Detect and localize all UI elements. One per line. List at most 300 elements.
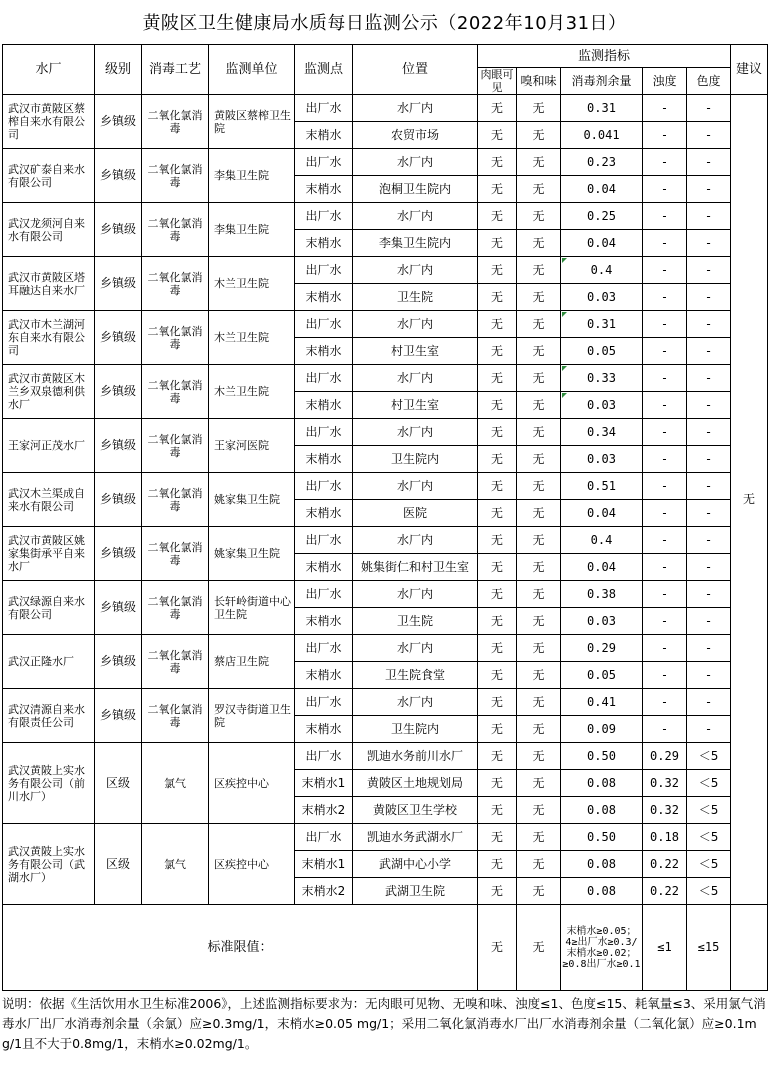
residual: 0.03 bbox=[561, 284, 643, 311]
table-row bbox=[3, 257, 768, 284]
monitor-unit: 蔡店卫生院 bbox=[209, 635, 295, 689]
level: 乡镇级 bbox=[95, 149, 142, 203]
odor: 无 bbox=[517, 581, 561, 608]
visible-matter: 无 bbox=[478, 392, 517, 419]
turbidity: - bbox=[643, 284, 687, 311]
turbidity: 0.22 bbox=[643, 851, 687, 878]
monitor-unit: 木兰卫生院 bbox=[209, 311, 295, 365]
turbidity: - bbox=[643, 95, 687, 122]
monitor-unit: 王家河医院 bbox=[209, 419, 295, 473]
turbidity: - bbox=[643, 392, 687, 419]
color: - bbox=[687, 230, 731, 257]
location: 水厂内 bbox=[353, 419, 478, 446]
monitor-unit: 区疾控中心 bbox=[209, 743, 295, 824]
odor: 无 bbox=[517, 392, 561, 419]
color: - bbox=[687, 203, 731, 230]
visible-matter: 无 bbox=[478, 338, 517, 365]
plant-name: 武汉绿源自来水有限公司 bbox=[3, 581, 95, 635]
visible-matter: 无 bbox=[478, 311, 517, 338]
residual: 0.4 bbox=[561, 257, 643, 284]
location: 水厂内 bbox=[353, 581, 478, 608]
odor: 无 bbox=[517, 149, 561, 176]
residual: 0.4 bbox=[561, 527, 643, 554]
standard-visible: 无 bbox=[478, 905, 517, 991]
monitor-unit: 罗汉寺街道卫生院 bbox=[209, 689, 295, 743]
visible-matter: 无 bbox=[478, 554, 517, 581]
table-row bbox=[3, 365, 768, 392]
odor: 无 bbox=[517, 95, 561, 122]
odor: 无 bbox=[517, 743, 561, 770]
odor: 无 bbox=[517, 797, 561, 824]
odor: 无 bbox=[517, 662, 561, 689]
odor: 无 bbox=[517, 473, 561, 500]
odor: 无 bbox=[517, 446, 561, 473]
turbidity: - bbox=[643, 716, 687, 743]
color: - bbox=[687, 257, 731, 284]
residual: 0.05 bbox=[561, 662, 643, 689]
color: - bbox=[687, 122, 731, 149]
visible-matter: 无 bbox=[478, 797, 517, 824]
visible-matter: 无 bbox=[478, 446, 517, 473]
turbidity: 0.29 bbox=[643, 743, 687, 770]
process: 二氧化氯消毒 bbox=[142, 635, 209, 689]
table-row bbox=[3, 95, 768, 122]
residual: 0.05 bbox=[561, 338, 643, 365]
level: 乡镇级 bbox=[95, 311, 142, 365]
table-row bbox=[3, 581, 768, 608]
level: 乡镇级 bbox=[95, 635, 142, 689]
table-row bbox=[3, 824, 768, 851]
color: - bbox=[687, 446, 731, 473]
location: 医院 bbox=[353, 500, 478, 527]
monitor-point: 末梢水 bbox=[295, 716, 353, 743]
location: 泡桐卫生院内 bbox=[353, 176, 478, 203]
monitor-point: 出厂水 bbox=[295, 419, 353, 446]
monitor-point: 末梢水1 bbox=[295, 851, 353, 878]
residual: 0.03 bbox=[561, 392, 643, 419]
monitor-point: 末梢水2 bbox=[295, 797, 353, 824]
location: 水厂内 bbox=[353, 365, 478, 392]
odor: 无 bbox=[517, 203, 561, 230]
standard-color: ≤15 bbox=[687, 905, 731, 991]
odor: 无 bbox=[517, 176, 561, 203]
residual: 0.03 bbox=[561, 446, 643, 473]
plant-name: 武汉市木兰湖河东自来水有限公司 bbox=[3, 311, 95, 365]
visible-matter: 无 bbox=[478, 743, 517, 770]
page-title: 黄陂区卫生健康局水质每日监测公示（2022年10月31日） bbox=[142, 13, 627, 34]
residual: 0.38 bbox=[561, 581, 643, 608]
turbidity: - bbox=[643, 581, 687, 608]
residual: 0.09 bbox=[561, 716, 643, 743]
visible-matter: 无 bbox=[478, 257, 517, 284]
odor: 无 bbox=[517, 311, 561, 338]
color: - bbox=[687, 419, 731, 446]
process: 二氧化氯消毒 bbox=[142, 311, 209, 365]
color: - bbox=[687, 554, 731, 581]
location: 村卫生室 bbox=[353, 338, 478, 365]
table-row bbox=[3, 689, 768, 716]
location: 卫生院内 bbox=[353, 716, 478, 743]
table-row bbox=[3, 203, 768, 230]
location: 水厂内 bbox=[353, 203, 478, 230]
process: 二氧化氯消毒 bbox=[142, 527, 209, 581]
color: - bbox=[687, 176, 731, 203]
color: - bbox=[687, 95, 731, 122]
visible-matter: 无 bbox=[478, 149, 517, 176]
location: 水厂内 bbox=[353, 527, 478, 554]
residual: 0.04 bbox=[561, 554, 643, 581]
process: 氯气 bbox=[142, 743, 209, 824]
header-location: 位置 bbox=[353, 45, 478, 95]
color: - bbox=[687, 581, 731, 608]
header-plant: 水厂 bbox=[3, 45, 95, 95]
residual: 0.33 bbox=[561, 365, 643, 392]
table-row bbox=[3, 419, 768, 446]
standard-residual: 末梢水≥0.05；4≥出厂水≥0.3/末梢水≥0.02；≥0.8出厂水≥0.1 bbox=[561, 905, 643, 991]
location: 农贸市场 bbox=[353, 122, 478, 149]
residual: 0.34 bbox=[561, 419, 643, 446]
standard-odor: 无 bbox=[517, 905, 561, 991]
turbidity: - bbox=[643, 554, 687, 581]
monitor-unit: 黄陂区蔡榨卫生院 bbox=[209, 95, 295, 149]
monitor-unit: 姚家集卫生院 bbox=[209, 527, 295, 581]
plant-name: 王家河正茂水厂 bbox=[3, 419, 95, 473]
odor: 无 bbox=[517, 365, 561, 392]
residual: 0.31 bbox=[561, 311, 643, 338]
location: 黄陂区卫生学校 bbox=[353, 797, 478, 824]
process: 二氧化氯消毒 bbox=[142, 95, 209, 149]
turbidity: - bbox=[643, 473, 687, 500]
color: ＜5 bbox=[687, 824, 731, 851]
monitor-point: 末梢水 bbox=[295, 500, 353, 527]
plant-name: 武汉清源自来水有限责任公司 bbox=[3, 689, 95, 743]
odor: 无 bbox=[517, 824, 561, 851]
location: 村卫生室 bbox=[353, 392, 478, 419]
plant-name: 武汉正隆水厂 bbox=[3, 635, 95, 689]
turbidity: - bbox=[643, 365, 687, 392]
odor: 无 bbox=[517, 500, 561, 527]
process: 二氧化氯消毒 bbox=[142, 257, 209, 311]
turbidity: - bbox=[643, 635, 687, 662]
level: 区级 bbox=[95, 824, 142, 905]
monitor-point: 出厂水 bbox=[295, 527, 353, 554]
monitor-unit: 姚家集卫生院 bbox=[209, 473, 295, 527]
level: 乡镇级 bbox=[95, 581, 142, 635]
monitor-point: 末梢水 bbox=[295, 176, 353, 203]
color: ＜5 bbox=[687, 770, 731, 797]
table-row bbox=[3, 311, 768, 338]
plant-name: 武汉市黄陂区蔡榨自来水有限公司 bbox=[3, 95, 95, 149]
standard-row bbox=[3, 905, 768, 991]
color: - bbox=[687, 716, 731, 743]
location: 卫生院 bbox=[353, 284, 478, 311]
residual: 0.31 bbox=[561, 95, 643, 122]
location: 水厂内 bbox=[353, 473, 478, 500]
visible-matter: 无 bbox=[478, 635, 517, 662]
odor: 无 bbox=[517, 608, 561, 635]
turbidity: - bbox=[643, 257, 687, 284]
odor: 无 bbox=[517, 878, 561, 905]
turbidity: - bbox=[643, 149, 687, 176]
turbidity: - bbox=[643, 662, 687, 689]
odor: 无 bbox=[517, 284, 561, 311]
visible-matter: 无 bbox=[478, 851, 517, 878]
header-odor: 嗅和味 bbox=[517, 68, 561, 95]
odor: 无 bbox=[517, 338, 561, 365]
odor: 无 bbox=[517, 419, 561, 446]
table-row bbox=[3, 527, 768, 554]
visible-matter: 无 bbox=[478, 95, 517, 122]
process: 二氧化氯消毒 bbox=[142, 203, 209, 257]
turbidity: - bbox=[643, 230, 687, 257]
monitor-point: 出厂水 bbox=[295, 365, 353, 392]
advice-value: 无 bbox=[731, 95, 768, 905]
residual: 0.041 bbox=[561, 122, 643, 149]
monitor-point: 出厂水 bbox=[295, 581, 353, 608]
residual: 0.08 bbox=[561, 851, 643, 878]
residual: 0.25 bbox=[561, 203, 643, 230]
turbidity: - bbox=[643, 122, 687, 149]
header-residual: 消毒剂余量 bbox=[561, 68, 643, 95]
monitor-point: 末梢水 bbox=[295, 392, 353, 419]
turbidity: 0.32 bbox=[643, 770, 687, 797]
table-row bbox=[3, 635, 768, 662]
odor: 无 bbox=[517, 635, 561, 662]
turbidity: - bbox=[643, 527, 687, 554]
monitor-point: 末梢水1 bbox=[295, 770, 353, 797]
location: 凯迪水务前川水厂 bbox=[353, 743, 478, 770]
monitor-point: 末梢水2 bbox=[295, 878, 353, 905]
location: 水厂内 bbox=[353, 149, 478, 176]
residual: 0.04 bbox=[561, 500, 643, 527]
monitor-unit: 木兰卫生院 bbox=[209, 257, 295, 311]
header-level: 级别 bbox=[95, 45, 142, 95]
monitor-point: 出厂水 bbox=[295, 149, 353, 176]
residual: 0.04 bbox=[561, 176, 643, 203]
location: 水厂内 bbox=[353, 311, 478, 338]
standard-turbidity: ≤1 bbox=[643, 905, 687, 991]
header-advice: 建议 bbox=[731, 45, 768, 95]
plant-name: 武汉龙须河自来水有限公司 bbox=[3, 203, 95, 257]
level: 乡镇级 bbox=[95, 473, 142, 527]
header-turbidity: 浊度 bbox=[643, 68, 687, 95]
turbidity: - bbox=[643, 419, 687, 446]
visible-matter: 无 bbox=[478, 689, 517, 716]
odor: 无 bbox=[517, 527, 561, 554]
monitor-unit: 李集卫生院 bbox=[209, 149, 295, 203]
visible-matter: 无 bbox=[478, 365, 517, 392]
residual: 0.04 bbox=[561, 230, 643, 257]
level: 乡镇级 bbox=[95, 419, 142, 473]
odor: 无 bbox=[517, 851, 561, 878]
residual: 0.29 bbox=[561, 635, 643, 662]
residual: 0.08 bbox=[561, 878, 643, 905]
color: ＜5 bbox=[687, 878, 731, 905]
header-process: 消毒工艺 bbox=[142, 45, 209, 95]
odor: 无 bbox=[517, 716, 561, 743]
monitor-point: 末梢水 bbox=[295, 446, 353, 473]
monitor-point: 出厂水 bbox=[295, 95, 353, 122]
monitor-point: 出厂水 bbox=[295, 473, 353, 500]
color: - bbox=[687, 527, 731, 554]
color: - bbox=[687, 689, 731, 716]
monitor-point: 末梢水 bbox=[295, 608, 353, 635]
visible-matter: 无 bbox=[478, 878, 517, 905]
residual: 0.50 bbox=[561, 743, 643, 770]
location: 李集卫生院内 bbox=[353, 230, 478, 257]
monitor-unit: 长轩岭街道中心卫生院 bbox=[209, 581, 295, 635]
visible-matter: 无 bbox=[478, 662, 517, 689]
monitor-point: 末梢水 bbox=[295, 122, 353, 149]
color: - bbox=[687, 662, 731, 689]
visible-matter: 无 bbox=[478, 230, 517, 257]
monitor-point: 出厂水 bbox=[295, 311, 353, 338]
monitor-point: 出厂水 bbox=[295, 824, 353, 851]
table-row bbox=[3, 149, 768, 176]
odor: 无 bbox=[517, 257, 561, 284]
monitor-point: 末梢水 bbox=[295, 662, 353, 689]
plant-name: 武汉市黄陂区木兰乡双泉德利供水厂 bbox=[3, 365, 95, 419]
monitor-point: 出厂水 bbox=[295, 689, 353, 716]
odor: 无 bbox=[517, 554, 561, 581]
level: 乡镇级 bbox=[95, 527, 142, 581]
visible-matter: 无 bbox=[478, 824, 517, 851]
plant-name: 武汉黄陂上实水务有限公司（前川水厂） bbox=[3, 743, 95, 824]
location: 武湖中心小学 bbox=[353, 851, 478, 878]
visible-matter: 无 bbox=[478, 203, 517, 230]
monitor-point: 末梢水 bbox=[295, 554, 353, 581]
location: 姚集街仁和村卫生室 bbox=[353, 554, 478, 581]
visible-matter: 无 bbox=[478, 500, 517, 527]
location: 水厂内 bbox=[353, 635, 478, 662]
plant-name: 武汉木兰渠成自来水有限公司 bbox=[3, 473, 95, 527]
turbidity: 0.32 bbox=[643, 797, 687, 824]
color: - bbox=[687, 338, 731, 365]
standard-advice-empty bbox=[731, 905, 768, 991]
color: - bbox=[687, 284, 731, 311]
location: 卫生院内 bbox=[353, 446, 478, 473]
odor: 无 bbox=[517, 689, 561, 716]
location: 凯迪水务武湖水厂 bbox=[353, 824, 478, 851]
color: - bbox=[687, 500, 731, 527]
turbidity: - bbox=[643, 500, 687, 527]
location: 黄陂区土地规划局 bbox=[353, 770, 478, 797]
color: - bbox=[687, 365, 731, 392]
turbidity: - bbox=[643, 203, 687, 230]
process: 二氧化氯消毒 bbox=[142, 473, 209, 527]
footnote: 说明：依据《生活饮用水卫生标准2006》，上述监测指标要求为：无肉眼可见物、无嗅和味、浊度≤1、色度≤15、耗氧量≤3、采用氯气消毒水厂出厂水消毒剂余量（余氯）应≥0.3mg/1，末梢水≥0.05 mg/1；采用二氧化氯消毒水厂出厂水消毒剂余量（二氧化氯）应≥0.1mg/1且不大于0.8mg/1，末梢水≥0.02mg/1。 bbox=[2, 996, 766, 1051]
turbidity: - bbox=[643, 338, 687, 365]
standard-label: 标准限值： bbox=[3, 905, 478, 991]
residual: 0.51 bbox=[561, 473, 643, 500]
odor: 无 bbox=[517, 770, 561, 797]
level: 乡镇级 bbox=[95, 95, 142, 149]
color: - bbox=[687, 635, 731, 662]
turbidity: - bbox=[643, 608, 687, 635]
visible-matter: 无 bbox=[478, 527, 517, 554]
process: 二氧化氯消毒 bbox=[142, 365, 209, 419]
plant-name: 武汉市黄陂区塔耳融达自来水厂 bbox=[3, 257, 95, 311]
water-quality-table bbox=[2, 44, 768, 991]
residual: 0.03 bbox=[561, 608, 643, 635]
visible-matter: 无 bbox=[478, 473, 517, 500]
odor: 无 bbox=[517, 122, 561, 149]
monitor-unit: 李集卫生院 bbox=[209, 203, 295, 257]
table-row bbox=[3, 473, 768, 500]
turbidity: - bbox=[643, 176, 687, 203]
process: 二氧化氯消毒 bbox=[142, 149, 209, 203]
plant-name: 武汉市黄陂区姚家集街承平自来水厂 bbox=[3, 527, 95, 581]
location: 卫生院 bbox=[353, 608, 478, 635]
visible-matter: 无 bbox=[478, 419, 517, 446]
color: - bbox=[687, 608, 731, 635]
color: ＜5 bbox=[687, 743, 731, 770]
visible-matter: 无 bbox=[478, 581, 517, 608]
turbidity: - bbox=[643, 689, 687, 716]
level: 乡镇级 bbox=[95, 203, 142, 257]
level: 乡镇级 bbox=[95, 689, 142, 743]
color: ＜5 bbox=[687, 851, 731, 878]
visible-matter: 无 bbox=[478, 716, 517, 743]
process: 二氧化氯消毒 bbox=[142, 581, 209, 635]
process: 二氧化氯消毒 bbox=[142, 419, 209, 473]
turbidity: 0.18 bbox=[643, 824, 687, 851]
header-point: 监测点 bbox=[295, 45, 353, 95]
plant-name: 武汉矿泰自来水有限公司 bbox=[3, 149, 95, 203]
level: 乡镇级 bbox=[95, 257, 142, 311]
color: - bbox=[687, 311, 731, 338]
residual: 0.08 bbox=[561, 797, 643, 824]
location: 武湖卫生院 bbox=[353, 878, 478, 905]
table-row bbox=[3, 743, 768, 770]
monitor-point: 末梢水 bbox=[295, 230, 353, 257]
monitor-point: 出厂水 bbox=[295, 635, 353, 662]
monitor-point: 末梢水 bbox=[295, 284, 353, 311]
level: 区级 bbox=[95, 743, 142, 824]
monitor-point: 出厂水 bbox=[295, 257, 353, 284]
visible-matter: 无 bbox=[478, 176, 517, 203]
location: 水厂内 bbox=[353, 257, 478, 284]
process: 二氧化氯消毒 bbox=[142, 689, 209, 743]
color: - bbox=[687, 392, 731, 419]
header-visible: 肉眼可见 bbox=[478, 68, 517, 95]
color: ＜5 bbox=[687, 797, 731, 824]
plant-name: 武汉黄陂上实水务有限公司（武湖水厂） bbox=[3, 824, 95, 905]
visible-matter: 无 bbox=[478, 770, 517, 797]
turbidity: - bbox=[643, 311, 687, 338]
monitor-point: 出厂水 bbox=[295, 203, 353, 230]
turbidity: - bbox=[643, 446, 687, 473]
location: 卫生院食堂 bbox=[353, 662, 478, 689]
header-color: 色度 bbox=[687, 68, 731, 95]
monitor-point: 末梢水 bbox=[295, 338, 353, 365]
visible-matter: 无 bbox=[478, 608, 517, 635]
residual: 0.50 bbox=[561, 824, 643, 851]
odor: 无 bbox=[517, 230, 561, 257]
monitor-unit: 木兰卫生院 bbox=[209, 365, 295, 419]
monitor-point: 出厂水 bbox=[295, 743, 353, 770]
header-indicators: 监测指标 bbox=[478, 45, 731, 68]
residual: 0.23 bbox=[561, 149, 643, 176]
color: - bbox=[687, 473, 731, 500]
process: 氯气 bbox=[142, 824, 209, 905]
color: - bbox=[687, 149, 731, 176]
location: 水厂内 bbox=[353, 95, 478, 122]
level: 乡镇级 bbox=[95, 365, 142, 419]
header-unit: 监测单位 bbox=[209, 45, 295, 95]
visible-matter: 无 bbox=[478, 122, 517, 149]
turbidity: 0.22 bbox=[643, 878, 687, 905]
